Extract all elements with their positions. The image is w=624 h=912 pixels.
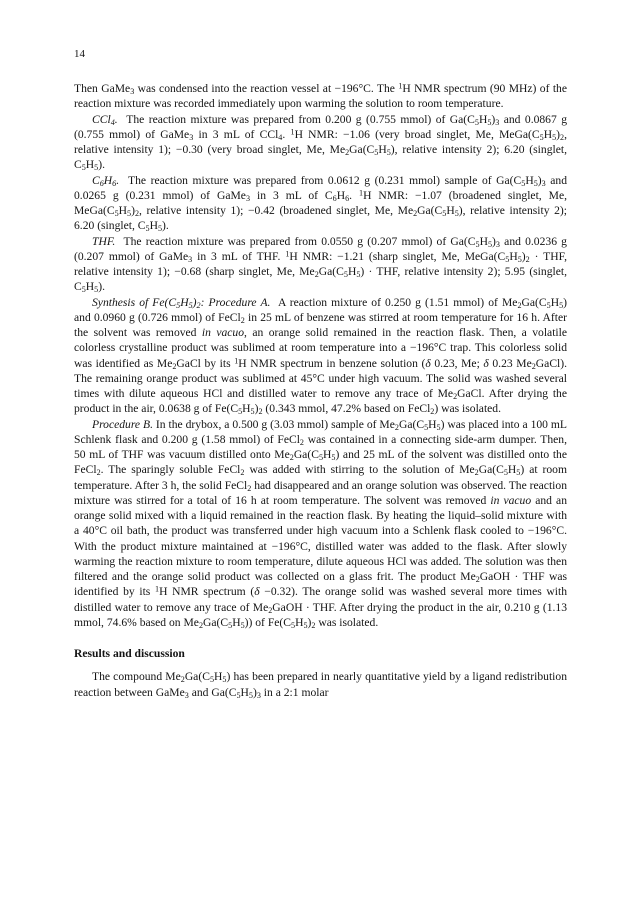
paragraph-ccl4: CCl$_4$. The reaction mixture was prepared from 0.200 g (0.755 mmol) of $Ga(C_5H_5)_3$ and 0.0867 g (0.755 mmol) of GaMe$_3$ in 3 mL of CCl$_4$. $^1$H NMR: −1.06 (very broad singlet, Me, $MeGa(C_5H_5)_2$, relative intensity 1); −0.30 (very broad singlet, Me, $Me_2Ga(C_5H_5)$, relative intensity 2); 6.20 (singlet, $C_5H_5$).: [74, 112, 567, 173]
section-heading: Results and discussion: [74, 647, 185, 660]
page-number: 14: [74, 48, 85, 60]
paragraph-thf: THF. The reaction mixture was prepared from 0.0550 g (0.207 mmol) of $Ga(C_5H_5)_3$ and 0.0236 g (0.207 mmol) of GaMe$_3$ in 3 mL of THF. $^1$H NMR: −1.21 (sharp singlet, Me, $MeGa(C_5H_5)_2$ · THF, relative intensity 1); −0.68 (sharp singlet, Me, $Me_2Ga(C_5H_5)$ · THF, relative intensity 2); 5.95 (singlet, $C_5H_5$).: [74, 234, 567, 295]
paragraph-procedure-a: Synthesis of $Fe(C_5H_5)_2$: Procedure A. A reaction mixture of 0.250 g (1.51 mmol) of $Me_2Ga(C_5H_5)$ and 0.0960 g (0.726 mmol) of FeCl$_2$ in 25 mL of benzene was stirred at room temperature for 16 h. After the solvent was removed in vacuo, an orange solid remained in the reaction flask. Then, a volatile colorless crystalline product was sublimed at room temperature into a −196°C trap. This colorless solid was identified as $Me_2GaCl$ by its $^1$H NMR spectrum in benzene solution (δ 0.23, Me; δ 0.23 $Me_2GaCl$). The remaining orange product was sublimed at 45°C under high vacuum. The solid was washed several times with dilute aqueous HCl and distilled water to remove any trace of $Me_2GaCl$. After drying the product in the air, 0.0638 g of $Fe(C_5H_5)_2$ (0.343 mmol, 47.2% based on FeCl$_2$) was isolated.: [74, 295, 568, 417]
paragraph-c6h6: $C_6H_6$. The reaction mixture was prepared from 0.0612 g (0.231 mmol) sample of $Ga(C_5H_5)_3$ and 0.0265 g (0.231 mmol) of GaMe$_3$ in 3 mL of $C_6H_6$. $^1$H NMR: −1.07 (broadened singlet, Me, $MeGa(C_5H_5)_2$, relative intensity 1); −0.42 (broadened singlet, Me, $Me_2Ga(C_5H_5)$, relative intensity 2); 6.20 (singlet, $C_5H_5$).: [74, 173, 568, 234]
paragraph-procedure-b: Procedure B. In the drybox, a 0.500 g (3.03 mmol) sample of $Me_2Ga(C_5H_5)$ was placed into a 100 mL Schlenk flask and 0.200 g (1.58 mmol) of FeCl$_2$ was contained in a connecting side-arm dumper. Then, 50 mL of THF was vacuum distilled onto $Me_2Ga(C_5H_5)$ and 25 mL of the solvent was distilled onto the FeCl$_2$. The sparingly soluble FeCl$_2$ was added with stirring to the solution of $Me_2Ga(C_5H_5)$ at room temperature. After 3 h, the solid FeCl$_2$ had disappeared and an orange solution was observed. The reaction mixture was stirred for a total of 16 h at room temperature. The solvent was removed in vacuo and an orange solid mixed with a liquid remained in the reaction flask. By heating the liquid–solid mixture with a 40°C oil bath, the product was transferred under high vacuum into a Schlenk flask cooled to −196°C. With the product mixture maintained at −196°C, distilled water was added to the flask. After slowly warming the reaction mixture to room temperature, dilute aqueous HCl was added. The solution was then filtered and the orange solid product was collected on a glass frit. The product $Me_2GaOH$ · THF was identified by its $^1$H NMR spectrum (δ −0.32). The orange solid was washed several more times with distilled water to remove any trace of $Me_2GaOH$ · THF. After drying the product in the air, 0.210 g (1.13 mmol, 74.6% based on $Me_2Ga(C_5H_5)$) of $Fe(C_5H_5)_2$ was isolated.: [74, 417, 568, 630]
paragraph-results: The compound $Me_2Ga(C_5H_5)$ has been prepared in nearly quantitative yield by a ligand redistribution reaction between GaMe$_3$ and $Ga(C_5H_5)_3$ in a 2:1 molar: [74, 670, 567, 700]
paragraph-intro: Then GaMe$_3$ was condensed into the reaction vessel at −196°C. The $^1$H NMR spectrum (90 MHz) of the reaction mixture was recorded immediately upon warming the solution to room temperature.: [74, 81, 567, 111]
body-text: [74, 81, 567, 700]
